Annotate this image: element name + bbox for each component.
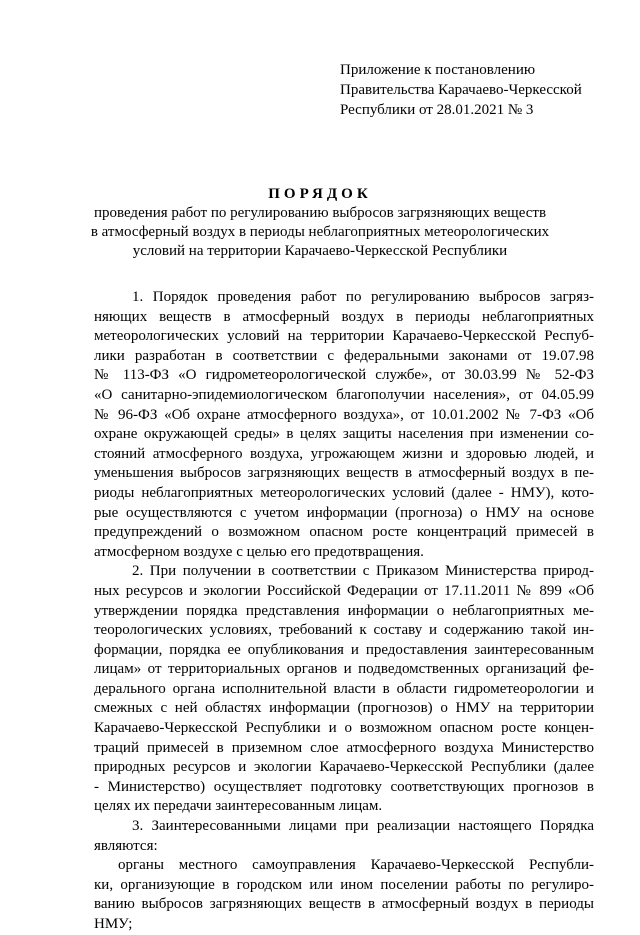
text-line: ванию выбросов загрязняющих веществ в атмосферный воздух в периоды xyxy=(94,896,594,913)
text-line: 2. При получении в соответствии с Приказом Министерства природ- xyxy=(132,563,594,580)
appendix-line: Приложение к постановлению xyxy=(340,62,536,78)
text-line: риоды неблагоприятных метеорологических условий (далее - НМУ), кото- xyxy=(94,484,594,501)
text-line: № 96-ФЗ «Об охране атмосферного воздуха», от 10.01.2002 № 7-ФЗ «Об xyxy=(94,406,594,423)
paragraph-2 xyxy=(94,562,594,817)
text-line: няющих веществ в атмосферный воздух в периоды неблагоприятных xyxy=(94,308,594,325)
subtitle-line: в атмосферный воздух в периоды неблагоприятных метеорологических xyxy=(90,224,550,240)
text-line: целях их передачи заинтересованным лицам. xyxy=(94,798,383,815)
text-line: формации, порядка ее опубликования и предоставления заинтересованным xyxy=(94,641,594,658)
text-line: теорологических условиях, требований к составу и содержанию такой ин- xyxy=(94,622,594,639)
text-line: являются: xyxy=(94,837,158,854)
text-line: смежных с ней областях информации (прогнозов) о НМУ на территории xyxy=(94,700,594,717)
text-line: природных ресурсов и экологии Карачаево-Черкесской Республики (далее xyxy=(94,759,594,776)
subtitle-line: условий на территории Карачаево-Черкесской Республики xyxy=(132,243,508,259)
text-line: 1. Порядок проведения работ по регулированию выбросов загряз- xyxy=(132,289,594,305)
text-line: утверждении порядка представления информации о неблагоприятных ме- xyxy=(94,602,594,619)
text-line: № 113-ФЗ «О гидрометеорологической службе», от 30.03.99 № 52-ФЗ xyxy=(94,367,594,384)
text-line: лицам» от территориальных органов и подведомственных организаций фе- xyxy=(94,661,594,678)
text-line: лики разработан в соответствии с федеральными законами от 19.07.98 xyxy=(94,347,594,364)
text-line: Карачаево-Черкесской Республики и о возможном опасном росте концен- xyxy=(94,720,594,737)
text-line: атмосферном воздухе с целью его предотвращения. xyxy=(94,543,424,560)
text-line: - Министерство) осуществляет подготовку соответствующих прогнозов в xyxy=(94,778,594,795)
subtitle-line: проведения работ по регулированию выбросов загрязняющих веществ xyxy=(93,205,547,221)
text-line: органы местного самоуправления Карачаево-Черкесской Республи- xyxy=(118,857,594,874)
paragraph-4 xyxy=(94,856,594,934)
text-line: предупреждений о возможном опасном росте концентраций примесей в xyxy=(94,524,594,541)
text-line: ных ресурсов и экологии Российской Федерации от 17.11.2011 № 899 «Об xyxy=(94,582,594,599)
text-line: метеорологических условий на территории Карачаево-Черкесской Респуб- xyxy=(94,328,594,345)
text-line: ки, организующие в городском или ином поселении работы по регулиро- xyxy=(94,876,594,893)
document-title: ПОРЯДОК xyxy=(268,186,372,202)
text-line: НМУ; xyxy=(94,916,133,932)
paragraph-1 xyxy=(94,288,594,562)
text-line: «О санитарно-эпидемиологическом благополучии населения», от 04.05.99 xyxy=(94,386,594,403)
appendix-header xyxy=(340,60,582,120)
text-line: траций примесей в приземном слое атмосферного воздуха Министерство xyxy=(94,739,594,756)
appendix-line: Правительства Карачаево-Черкесской xyxy=(340,82,582,98)
text-line: уменьшения выбросов загрязняющих веществ в атмосферный воздух в пе- xyxy=(94,465,594,482)
text-line: стояний атмосферного воздуха, угрожающем жизни и здоровью людей, и xyxy=(94,445,594,462)
document-body xyxy=(94,288,594,935)
text-line: рые осуществляются с учетом информации (прогноза) о НМУ на основе xyxy=(94,504,594,521)
appendix-line: Республики от 28.01.2021 № 3 xyxy=(340,102,534,118)
text-line: дерального органа исполнительной власти в области гидрометеорологии и xyxy=(94,680,594,697)
text-line: 3. Заинтересованными лицами при реализации настоящего Порядка xyxy=(132,818,594,835)
text-line: охране окружающей среды» в целях защиты населения при изменении со- xyxy=(94,426,594,443)
document-subtitle xyxy=(60,204,580,261)
paragraph-3 xyxy=(94,817,594,856)
